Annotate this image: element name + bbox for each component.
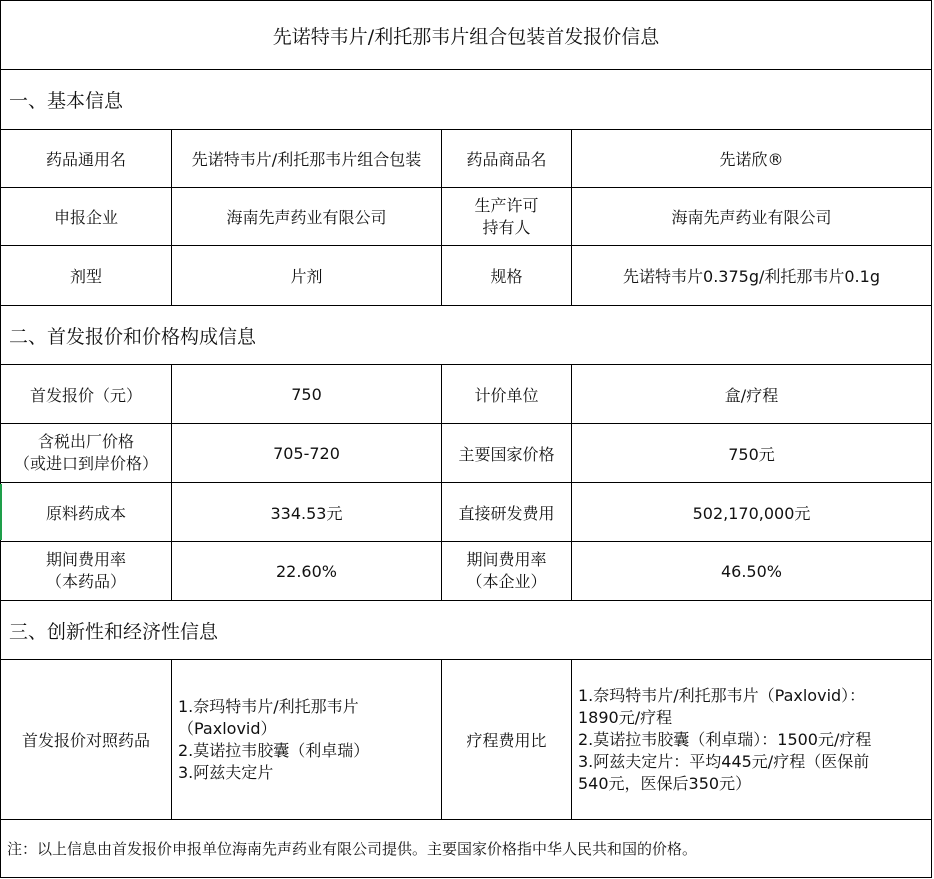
license-holder-value: 海南先声药业有限公司 — [572, 188, 932, 246]
list-item: 1.奈玛特韦片/利托那韦片（Paxlovid）： — [578, 685, 866, 705]
factory-price-label-line2: （或进口到岸价格） — [13, 454, 158, 473]
period-rate-corp-value: 46.50% — [572, 542, 932, 601]
list-item: 3.阿兹夫定片 — [178, 762, 274, 782]
reference-drug-list — [172, 660, 442, 820]
trade-name-value: 先诺欣® — [572, 130, 932, 188]
period-rate-drug-label — [0, 542, 172, 601]
period-rate-drug-label-line1: 期间费用率 — [45, 550, 126, 569]
major-country-label: 主要国家价格 — [442, 424, 572, 483]
page-title: 先诺特韦片/利托那韦片组合包装首发报价信息 — [0, 0, 932, 70]
reference-drug-label: 首发报价对照药品 — [0, 660, 172, 820]
license-holder-label — [442, 188, 572, 246]
course-cost-list — [572, 660, 932, 820]
license-holder-label-line2: 持有人 — [482, 217, 531, 237]
factory-price-label-line1: 含税出厂价格 — [37, 432, 134, 451]
table-row — [0, 188, 932, 246]
course-cost-label: 疗程费用比 — [442, 660, 572, 820]
dosage-form-value: 片剂 — [172, 246, 442, 306]
period-rate-corp-label — [442, 542, 572, 601]
section-heading-innovation: 三、创新性和经济性信息 — [0, 601, 932, 660]
section-heading-price: 二、首发报价和价格构成信息 — [0, 306, 932, 365]
material-cost-value: 334.53元 — [172, 483, 442, 542]
section-heading-basic: 一、基本信息 — [0, 70, 932, 130]
material-cost-label: 原料药成本 — [0, 483, 172, 542]
table-row — [0, 246, 932, 306]
section-price-row — [0, 306, 932, 365]
title-row — [0, 0, 932, 70]
generic-name-label: 药品通用名 — [0, 130, 172, 188]
applicant-label: 申报企业 — [0, 188, 172, 246]
table-row — [0, 365, 932, 424]
table-row — [0, 424, 932, 483]
list-item: 1.奈玛特韦片/利托那韦片 — [178, 696, 359, 716]
launch-price-label: 首发报价（元） — [0, 365, 172, 424]
table-row — [0, 483, 932, 542]
trade-name-label: 药品商品名 — [442, 130, 572, 188]
list-item: （Paxlovid） — [178, 718, 277, 738]
section-basic-row — [0, 70, 932, 130]
list-item: 2.莫诺拉韦胶囊（利卓瑞） — [178, 740, 370, 760]
launch-price-value: 750 — [172, 365, 442, 424]
period-rate-corp-label-line2: （本企业） — [466, 572, 547, 591]
factory-price-value: 705-720 — [172, 424, 442, 483]
selection-marker — [0, 484, 2, 540]
rnd-cost-value: 502,170,000元 — [572, 483, 932, 542]
dosage-form-label: 剂型 — [0, 246, 172, 306]
major-country-value: 750元 — [572, 424, 932, 483]
factory-price-label — [0, 424, 172, 483]
footnote: 注：以上信息由首发报价申报单位海南先声药业有限公司提供。主要国家价格指中华人民共和国的价格。 — [0, 820, 932, 878]
period-rate-drug-label-line2: （本药品） — [45, 572, 126, 591]
generic-name-value: 先诺特韦片/利托那韦片组合包装 — [172, 130, 442, 188]
section-innovation-row — [0, 601, 932, 660]
table-row — [0, 660, 932, 820]
license-holder-label-line1: 生产许可 — [474, 195, 539, 215]
table-row — [0, 542, 932, 601]
period-rate-drug-value: 22.60% — [172, 542, 442, 601]
unit-value: 盒/疗程 — [572, 365, 932, 424]
spec-value: 先诺特韦片0.375g/利托那韦片0.1g — [572, 246, 932, 306]
spec-label: 规格 — [442, 246, 572, 306]
note-row — [0, 820, 932, 878]
table-row — [0, 130, 932, 188]
list-item: 3.阿兹夫定片：平均445元/疗程（医保前 — [578, 751, 870, 771]
list-item: 1890元/疗程 — [578, 707, 673, 727]
list-item: 2.莫诺拉韦胶囊（利卓瑞）：1500元/疗程 — [578, 729, 872, 749]
unit-label: 计价单位 — [442, 365, 572, 424]
period-rate-corp-label-line1: 期间费用率 — [466, 550, 547, 569]
list-item: 540元，医保后350元） — [578, 773, 752, 793]
applicant-value: 海南先声药业有限公司 — [172, 188, 442, 246]
rnd-cost-label: 直接研发费用 — [442, 483, 572, 542]
